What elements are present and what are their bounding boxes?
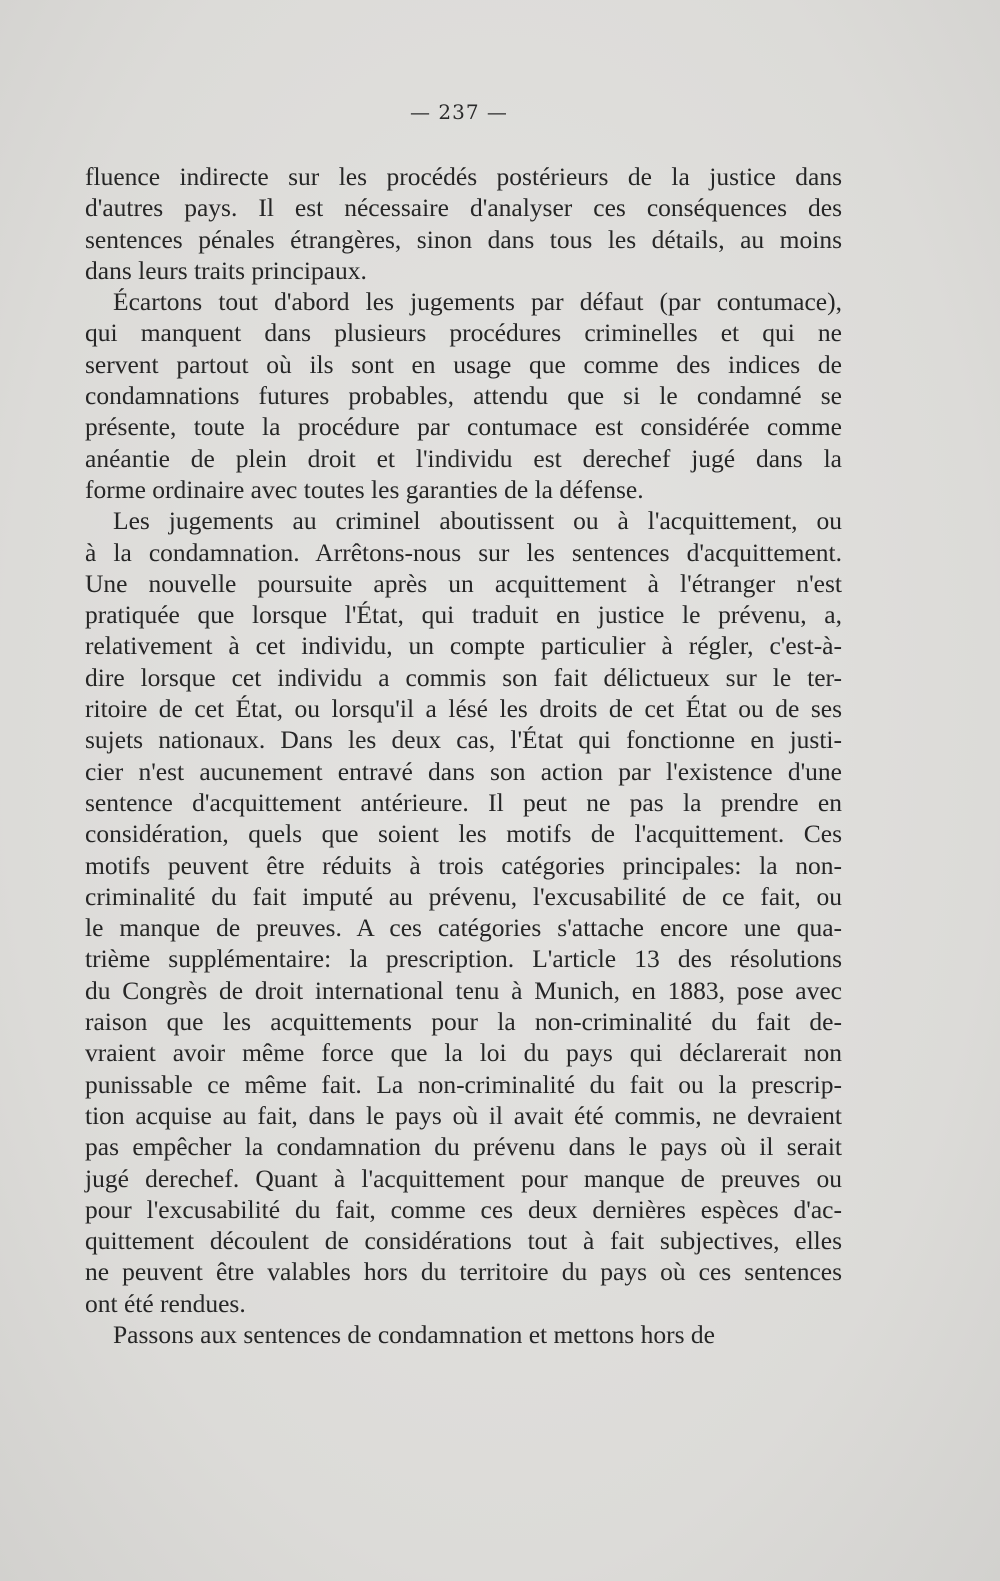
text-line: trième supplémentaire: la prescription. L'article 13 des résolutions — [85, 944, 842, 974]
text-line: Écartons tout d'abord les jugements par défaut (par contumace), — [113, 287, 842, 317]
page-number: — 237 — — [410, 100, 508, 124]
text-line: condamnations futures probables, attendu que si le condamné se — [85, 381, 842, 411]
text-line: le manque de preuves. A ces catégories s'attache encore une qua- — [85, 913, 842, 943]
text-line: sujets nationaux. Dans les deux cas, l'État qui fonctionne en justi- — [85, 725, 842, 755]
text-line: cier n'est aucunement entravé dans son action par l'existence d'une — [85, 756, 842, 786]
paragraph — [85, 161, 842, 286]
text-line: Les jugements au criminel aboutissent ou à l'acquittement, ou — [113, 506, 842, 536]
text-line: ont été rendues. — [85, 1288, 246, 1318]
text-line: anéantie de plein droit et l'individu est derechef jugé dans la — [85, 443, 842, 473]
text-line: Une nouvelle poursuite après un acquittement à l'étranger n'est — [85, 568, 842, 598]
paragraph — [85, 1319, 842, 1350]
text-line: qui manquent dans plusieurs procédures criminelles et qui ne — [85, 318, 842, 348]
text-line: forme ordinaire avec toutes les garanties de la défense. — [85, 474, 644, 504]
text-line: dire lorsque cet individu a commis son fait délictueux sur le ter- — [85, 662, 842, 692]
text-line: motifs peuvent être réduits à trois catégories principales: la non- — [85, 850, 842, 880]
text-line: du Congrès de droit international tenu à Munich, en 1883, pose avec — [85, 975, 842, 1005]
text-line: jugé derechef. Quant à l'acquittement pour manque de preuves ou — [85, 1163, 842, 1193]
text-line: d'autres pays. Il est nécessaire d'analyser ces conséquences des — [85, 193, 842, 223]
text-line: punissable ce même fait. La non-criminalité du fait ou la prescrip- — [85, 1069, 842, 1099]
text-line: présente, toute la procédure par contumace est considérée comme — [85, 412, 842, 442]
text-line: tion acquise au fait, dans le pays où il avait été commis, ne devraient — [85, 1100, 842, 1130]
text-line: sentences pénales étrangères, sinon dans tous les détails, au moins — [85, 224, 842, 254]
body-text — [85, 161, 842, 1350]
text-line: ne peuvent être valables hors du territoire du pays où ces sentences — [85, 1257, 842, 1287]
text-line: quittement découlent de considérations tout à fait subjectives, elles — [85, 1226, 842, 1256]
text-line: fluence indirecte sur les procédés postérieurs de la justice dans — [85, 162, 842, 191]
text-line: pas empêcher la condamnation du prévenu dans le pays où il serait — [85, 1132, 842, 1162]
text-line: dans leurs traits principaux. — [85, 255, 367, 285]
text-line: sentence d'acquittement antérieure. Il peut ne pas la prendre en — [85, 787, 842, 817]
paragraph — [85, 505, 842, 1319]
text-line: vraient avoir même force que la loi du pays qui déclarerait non — [85, 1038, 842, 1068]
text-line: considération, quels que soient les motifs de l'acquittement. Ces — [85, 819, 842, 849]
text-line: criminalité du fait imputé au prévenu, l'excusabilité de ce fait, ou — [85, 881, 842, 911]
text-line: raison que les acquittements pour la non-criminalité du fait de- — [85, 1007, 842, 1037]
text-line: ritoire de cet État, ou lorsqu'il a lésé les droits de cet État ou de ses — [85, 694, 842, 724]
text-line: pour l'excusabilité du fait, comme ces deux dernières espèces d'ac- — [85, 1194, 842, 1224]
text-line: servent partout où ils sont en usage que comme des indices de — [85, 349, 842, 379]
text-line: à la condamnation. Arrêtons-nous sur les sentences d'acquittement. — [85, 537, 842, 567]
paragraph — [85, 286, 842, 505]
text-line: relativement à cet individu, un compte particulier à régler, c'est-à- — [85, 631, 842, 661]
text-line: Passons aux sentences de condamnation et mettons hors de — [113, 1319, 715, 1349]
text-line: pratiquée que lorsque l'État, qui traduit en justice le prévenu, a, — [85, 600, 842, 630]
